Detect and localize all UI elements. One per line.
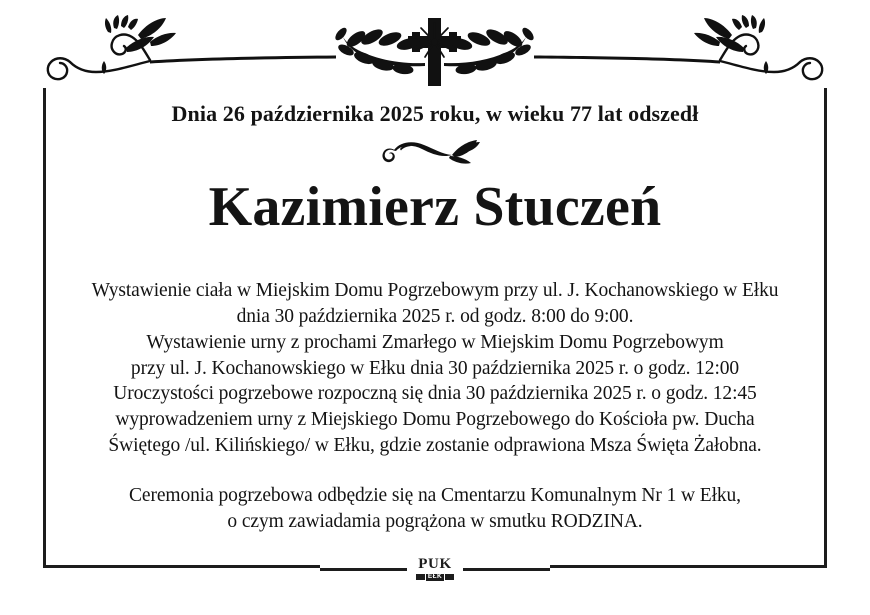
- leafy-scroll-flourish-ornament-right: [694, 15, 822, 79]
- notice-headline: Dnia 26 października 2025 roku, w wieku 77 lat odszedł: [171, 101, 699, 126]
- puk-elk-logo: [320, 553, 550, 585]
- logo-right-rule: [463, 568, 550, 571]
- deceased-name: Kazimierz Stuczeń: [208, 175, 662, 238]
- body-line: Świętego /ul. Kilińskiego/ w Ełku, gdzie zostanie odprawiona Msza Święta Żałobna.: [108, 435, 762, 457]
- logo-city: EŁK: [427, 573, 443, 580]
- leafy-flourish-leaves-left: [105, 15, 176, 52]
- paragraph-gap: [46, 459, 824, 483]
- logo-bar-left: [416, 574, 425, 580]
- logo-name: PUK: [418, 556, 452, 572]
- body-line: dnia 30 października 2025 r. od godz. 8:00 do 9:00.: [236, 306, 634, 328]
- small-leaf-flourish-ornament: [380, 136, 490, 166]
- body-line: przy ul. J. Kochanowskiego w Ełku dnia 30 października 2025 r. o godz. 12:00: [130, 357, 740, 379]
- logo-bar-right: [445, 574, 454, 580]
- right-connecting-rule: [534, 56, 720, 64]
- cross-with-laurel-branches-ornament: [333, 18, 535, 86]
- body-line: Wystawienie ciała w Miejskim Domu Pogrzebowym przy ul. J. Kochanowskiego w Ełku: [91, 280, 779, 302]
- body-line: Uroczystości pogrzebowe rozpoczną się dnia 30 października 2025 r. o godz. 12:45: [113, 383, 757, 405]
- notice-content: [46, 88, 824, 566]
- logo-left-rule: [320, 568, 407, 571]
- notice-body: [46, 236, 824, 534]
- body-line: Ceremonia pogrzebowa odbędzie się na Cmentarzu Komunalnym Nr 1 w Ełku,: [129, 484, 741, 506]
- logo-mark: [416, 557, 454, 581]
- body-line: o czym zawiadamia pogrążona w smutku RODZINA.: [227, 510, 643, 532]
- body-line: Wystawienie urny z prochami Zmarłego w Miejskim Domu Pogrzebowym: [146, 331, 724, 353]
- logo-city-row: [416, 574, 454, 582]
- top-ornament-band: [0, 4, 870, 92]
- body-line: wyprowadzeniem urny z Miejskiego Domu Pogrzebowego do Kościoła pw. Ducha: [115, 409, 755, 431]
- left-connecting-rule: [150, 56, 336, 64]
- leafy-scroll-flourish-ornament-left: [48, 35, 150, 80]
